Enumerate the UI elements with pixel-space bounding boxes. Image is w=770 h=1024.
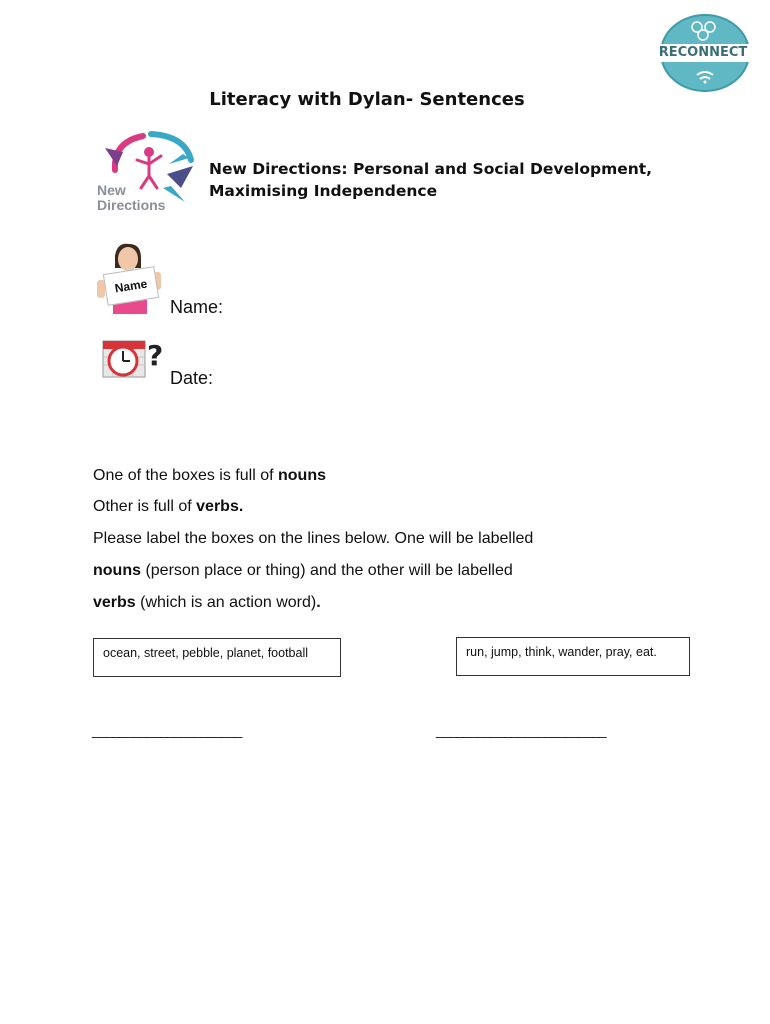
page-title: Literacy with Dylan- Sentences xyxy=(209,89,525,110)
instruction-line-5: verbs (which is an action word). xyxy=(93,594,321,611)
subtitle xyxy=(209,158,652,202)
date-label: Date: xyxy=(170,368,214,388)
subtitle-line2: Maximising Independence xyxy=(209,182,438,200)
keyword-nouns: nouns xyxy=(278,467,326,484)
new-directions-logo-line2: Directions xyxy=(97,197,166,213)
keyword-verbs: verbs. xyxy=(196,498,244,515)
name-label: Name: xyxy=(170,297,224,317)
answer-line-right[interactable]: _________________________ xyxy=(436,722,606,738)
word-box-right: run, jump, think, wander, pray, eat. xyxy=(456,637,690,676)
instruction-line-2: Other is full of verbs. xyxy=(93,498,244,515)
subtitle-line1: New Directions: Personal and Social Development, xyxy=(209,160,653,178)
instruction-line-1: One of the boxes is full of nouns xyxy=(93,467,326,484)
name-card-illustration xyxy=(95,242,165,314)
svg-text:?: ? xyxy=(147,339,164,372)
word-box-left: ocean, street, pebble, planet, football xyxy=(93,638,341,677)
instruction-line-4: nouns (person place or thing) and the other will be labelled xyxy=(93,562,513,579)
reconnect-logo xyxy=(657,13,753,93)
answer-line-left[interactable]: ______________________ xyxy=(92,722,242,738)
calendar-clock-icon xyxy=(101,337,167,381)
new-directions-logo-line1: New xyxy=(97,182,126,198)
new-directions-logo xyxy=(93,130,197,216)
reconnect-logo-text: RECONNECT xyxy=(658,45,748,60)
name-card-text: Name xyxy=(113,276,149,296)
instruction-line-3: Please label the boxes on the lines below. One will be labelled xyxy=(93,530,534,547)
